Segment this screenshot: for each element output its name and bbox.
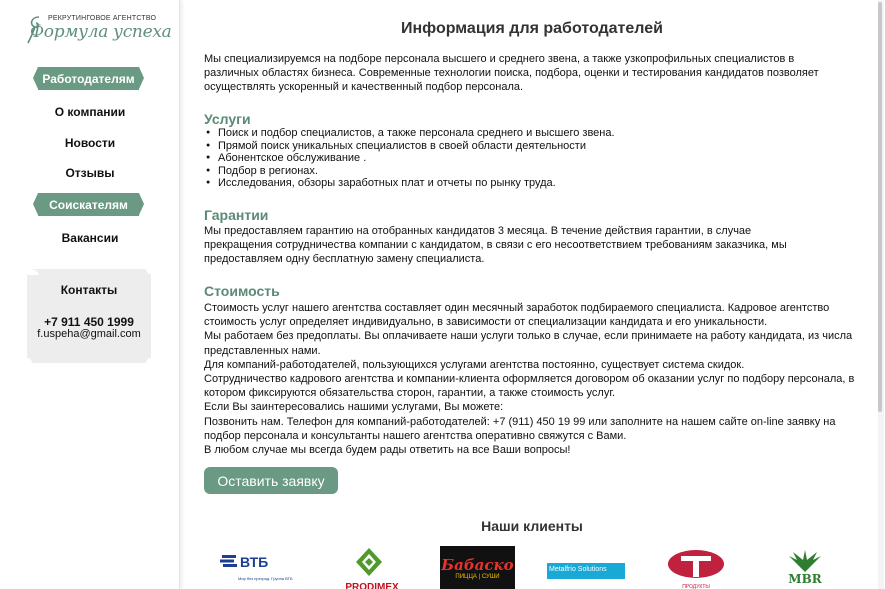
scrollbar-thumb[interactable]	[878, 2, 882, 412]
list-item: ● Прямой поиск уникальных специалистов в своей области деятельности	[204, 140, 615, 153]
nav-candidates[interactable]	[38, 193, 139, 216]
page-title: Информация для работодателей	[401, 20, 663, 37]
client-logo-prodimex[interactable]	[342, 546, 402, 589]
services-heading: Услуги	[204, 111, 251, 127]
cost-line: Стоимость услуг нашего агентства составляет один месячный заработок подбираемого специалиста. Кадровое агентство стоимость услуг определяет индивидуально, в зависимости от специализации кандидата и его уникальности.	[204, 302, 830, 329]
list-item: ● Поиск и подбор специалистов, а также персонала среднего и высшего звена.	[204, 127, 615, 140]
nav-reviews[interactable]: Отзывы	[65, 166, 115, 180]
sidebar	[0, 0, 180, 589]
contacts-title: Контакты	[60, 283, 118, 297]
cost-line: Для компаний-работодателей, пользующихся услугами агентства постоянно, существует система скидок.	[204, 358, 745, 371]
contacts-card	[27, 269, 151, 363]
metalfrio-name: Metalfrio Solutions	[549, 566, 607, 573]
cost-heading: Стоимость	[204, 283, 280, 299]
client-logo-produkty[interactable]	[666, 546, 726, 589]
produkty-name: ПРОДУКТЫ	[682, 584, 710, 589]
vtb-sub: Мир без преград. Группа ВТБ	[238, 576, 293, 581]
cost-text	[204, 301, 859, 457]
cost-line: Мы работаем без предоплаты. Вы оплачиваете наши услуги только в случае, если принимаете на работу кандидата, из числа представленных нами.	[204, 330, 853, 357]
brand-tagline: РЕКРУТИНГОВОЕ АГЕНТСТВО	[48, 15, 157, 22]
client-logo-mbr[interactable]	[782, 546, 828, 589]
cost-line: В любом случае мы всегда будем рады ответить на все Ваши вопросы!	[204, 444, 571, 457]
babasko-sub: ПИЦЦА | СУШИ	[455, 574, 500, 580]
guarantee-text: Мы предоставляем гарантию на отобранных кандидатов 3 месяца. В течение действия гарантии, в случае прекращения сотрудничества компании с кандидатом, в связи с его несоответствием требованиям заказчика, мы предоставляем одну бесплатную замену специалиста.	[204, 225, 787, 266]
produkty-mark-icon	[667, 548, 725, 584]
contacts-phone[interactable]: +7 911 450 1999	[44, 315, 134, 329]
list-item: ● Абонентское обслуживание .	[204, 152, 615, 165]
page-scrollbar[interactable]	[878, 0, 884, 589]
nav-news[interactable]: Новости	[64, 136, 116, 150]
babasko-name: Бабаско	[441, 556, 514, 574]
clients-heading: Наши клиенты	[481, 518, 583, 534]
cost-line: Если Вы заинтересовались нашими услугами, Вы можете:	[204, 401, 504, 414]
intro-text: Мы специализируемся на подборе персонала высшего и среднего звена, а также узкопрофильных специалистов в различных областях бизнеса. Современные технологии поиска, подбора, оценки и тестирования кандидатов позволяет осуществлять ускоренный и качественный подбор персонала.	[204, 53, 819, 94]
client-logo-vtb[interactable]	[220, 546, 300, 589]
cost-line: Сотрудничество кадрового агентства и компании-клиента оформляется договором об оказании услуг по подбору персонала, в котором фиксируются обязательства сторон, гарантии, а также стоимость услуг.	[204, 373, 855, 400]
nav-candidates-label: Соискателям	[49, 197, 128, 212]
client-logo-babasko[interactable]	[440, 546, 515, 589]
nav-employers-label: Работодателям	[42, 71, 135, 86]
list-item: ● Подбор в регионах.	[204, 165, 615, 178]
mbr-name: MBR	[788, 572, 822, 586]
prodimex-mark-icon	[352, 546, 386, 580]
contacts-email[interactable]: f.uspeha@gmail.com	[37, 328, 141, 340]
services-list	[204, 127, 615, 190]
list-item: ● Исследования, обзоры заработных плат и отчеты по рынку труда.	[204, 177, 615, 190]
vtb-name: ВТБ	[240, 554, 269, 570]
brand-name: Формула успеха	[30, 22, 172, 42]
brand-logo[interactable]	[27, 13, 172, 45]
nav-vacancies[interactable]: Вакансии	[61, 231, 119, 245]
cost-line: Позвонить нам. Телефон для компаний-работодателей: +7 (911) 450 19 99 или заполните на нашем сайте on-line заявку на подбор персонала и консультанты нашего агентства оперативно свяжутся с Вами.	[204, 415, 836, 442]
nav-about[interactable]: О компании	[54, 105, 126, 119]
mbr-eagle-icon	[783, 550, 827, 574]
order-button[interactable]: Оставить заявку	[204, 467, 338, 494]
client-logo-metalfrio[interactable]	[547, 563, 625, 579]
nav-employers[interactable]	[38, 67, 139, 90]
prodimex-name: PRODIMEX	[345, 582, 399, 589]
vtb-mark-icon	[220, 555, 238, 567]
guarantee-heading: Гарантии	[204, 207, 269, 223]
